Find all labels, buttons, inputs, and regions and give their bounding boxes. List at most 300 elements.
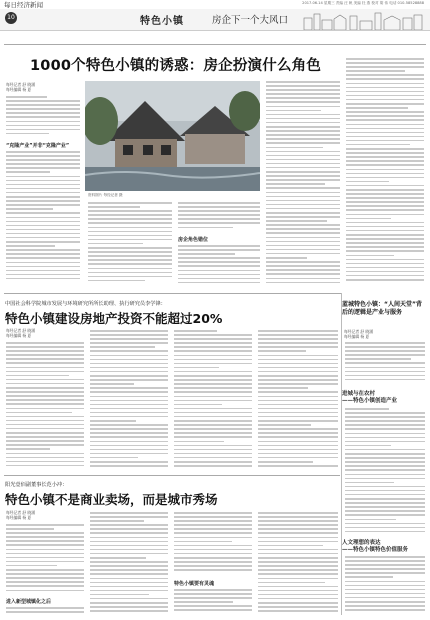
text-line: [178, 206, 260, 208]
text-line: [88, 210, 172, 212]
text-line: [258, 420, 338, 422]
text-line: [178, 274, 260, 276]
text-line: [6, 176, 80, 178]
text-line: [88, 218, 172, 220]
text-line: [266, 269, 340, 271]
text-line: [6, 453, 84, 455]
text-line: [345, 523, 425, 525]
text-line: [174, 532, 252, 534]
text-line: [346, 263, 424, 265]
text-line: [6, 108, 80, 110]
text-line: [90, 383, 134, 385]
text-line: [90, 436, 168, 438]
text-line: [346, 189, 424, 191]
text-line: [90, 598, 168, 600]
text-line: [6, 274, 80, 276]
text-line: [266, 220, 327, 222]
text-line: [6, 125, 80, 127]
text-line: [90, 541, 168, 543]
text-line: [6, 428, 84, 430]
text-line: [345, 375, 425, 377]
text-line: [258, 465, 338, 467]
text-line: [6, 116, 80, 118]
article1-col5-text: [346, 58, 424, 286]
text-line: [266, 204, 340, 206]
text-line: [174, 549, 252, 551]
text-line: [258, 610, 338, 612]
text-line: [266, 282, 340, 284]
article1-col1-text: [6, 96, 80, 138]
text-line: [6, 528, 54, 530]
text-line: [90, 379, 168, 381]
article1-col3-text: [178, 202, 260, 234]
text-line: [346, 111, 424, 113]
text-line: [90, 578, 168, 580]
text-line: [6, 233, 80, 235]
text-line: [90, 606, 168, 608]
article2-col4-text: [258, 330, 338, 470]
text-line: [258, 557, 338, 559]
text-line: [258, 359, 338, 361]
text-line: [174, 350, 252, 352]
text-line: [258, 578, 338, 580]
text-line: [266, 212, 340, 214]
text-line: [345, 556, 425, 558]
text-line: [90, 330, 168, 332]
text-line: [6, 371, 84, 373]
text-line: [6, 436, 84, 438]
text-line: [346, 181, 389, 183]
text-line: [174, 561, 252, 563]
text-line: [174, 396, 252, 398]
text-line: [266, 151, 340, 153]
text-line: [178, 210, 260, 212]
text-line: [178, 265, 260, 267]
text-line: [6, 416, 84, 418]
issue-info: 2017.06.14 星期三 责编 汪 帆 美编 杜 燕 校对 胡 伟 电话 010-58528888: [302, 1, 424, 5]
text-line: [346, 62, 424, 64]
article3-headline: 特色小镇不是商业卖场，而是城市秀场: [5, 492, 218, 507]
text-line: [258, 404, 338, 406]
sidebar-text: [345, 342, 425, 387]
text-line: [178, 257, 260, 259]
text-line: [6, 465, 84, 467]
byline-line: 每经记者 舒 晓涵: [6, 510, 35, 515]
text-line: [346, 83, 424, 85]
text-line: [6, 408, 84, 410]
text-line: [258, 586, 338, 588]
text-line: [88, 268, 172, 270]
text-line: [6, 440, 84, 442]
town-photo-icon: [85, 81, 260, 191]
text-line: [88, 263, 172, 265]
text-line: [88, 272, 172, 274]
text-line: [266, 187, 340, 189]
text-line: [345, 441, 425, 443]
text-line: [345, 589, 425, 591]
text-line: [345, 568, 425, 570]
text-line: [266, 179, 340, 181]
article3-col3-text: [174, 589, 252, 617]
sidebar-byline: [344, 329, 373, 339]
text-line: [88, 243, 143, 245]
text-line: [90, 428, 168, 430]
text-line: [90, 565, 168, 567]
text-line: [345, 585, 425, 587]
text-line: [174, 355, 252, 357]
text-line: [6, 104, 80, 106]
article3-subhead-2: 特色小镇要有灵魂: [174, 581, 215, 587]
text-line: [346, 259, 424, 261]
text-line: [174, 601, 233, 603]
text-line: [345, 453, 425, 455]
text-line: [174, 379, 252, 381]
text-line: [266, 261, 340, 263]
text-line: [174, 391, 252, 393]
text-line: [266, 126, 340, 128]
text-line: [345, 358, 411, 360]
sidebar-subhead-2: [342, 540, 427, 554]
byline-line: 每经记者 舒 晓涵: [6, 328, 35, 333]
text-line: [6, 553, 84, 555]
text-line: [346, 70, 405, 72]
text-line: [346, 103, 424, 105]
text-line: [178, 253, 235, 255]
text-line: [346, 156, 424, 158]
text-line: [6, 536, 84, 538]
article3-subhead-1: 进入新型城镇化之后: [6, 599, 52, 605]
text-line: [6, 569, 84, 571]
text-line: [174, 408, 252, 410]
text-line: [258, 606, 338, 608]
text-line: [6, 391, 84, 393]
text-line: [346, 107, 408, 109]
text-line: [266, 114, 340, 116]
text-line: [266, 106, 340, 108]
text-line: [266, 167, 340, 169]
text-line: [6, 278, 80, 280]
text-line: [258, 400, 338, 402]
text-line: [174, 441, 224, 443]
text-line: [174, 553, 252, 555]
text-line: [178, 270, 260, 272]
article1-subhead-1: “克隆产业”并非“克隆产业”: [6, 143, 70, 149]
section-title: 特色小镇: [140, 16, 184, 27]
text-line: [174, 537, 252, 539]
text-line: [258, 549, 338, 551]
text-line: [6, 249, 80, 251]
text-line: [266, 273, 340, 275]
text-line: [258, 582, 325, 584]
text-line: [6, 412, 72, 414]
text-line: [174, 342, 252, 344]
text-line: [174, 593, 252, 595]
text-line: [90, 520, 144, 522]
text-line: [258, 387, 308, 389]
text-line: [6, 444, 84, 446]
article2-headline: 特色小镇建设房地产投资不能超过20%: [5, 311, 223, 326]
text-line: [258, 416, 338, 418]
text-line: [90, 561, 168, 563]
text-line: [174, 383, 252, 385]
text-line: [346, 193, 424, 195]
text-line: [346, 78, 424, 80]
text-line: [6, 565, 57, 567]
text-line: [258, 594, 338, 596]
text-line: [6, 549, 84, 551]
text-line: [346, 128, 424, 130]
text-line: [258, 432, 338, 434]
text-line: [88, 202, 172, 204]
text-line: [266, 85, 340, 87]
article1-col3-text: [178, 245, 260, 286]
text-line: [6, 383, 84, 385]
text-line: [266, 122, 340, 124]
text-line: [345, 457, 425, 459]
text-line: [174, 569, 252, 571]
text-line: [346, 250, 424, 252]
text-line: [258, 375, 338, 377]
text-line: [346, 119, 424, 121]
text-line: [6, 196, 80, 198]
text-line: [90, 516, 168, 518]
text-line: [266, 241, 340, 243]
article3-col1-text: [6, 607, 84, 617]
section-divider: [4, 293, 342, 294]
text-line: [174, 371, 252, 373]
text-line: [174, 436, 252, 438]
text-line: [178, 227, 233, 229]
text-line: [90, 569, 168, 571]
text-line: [346, 99, 424, 101]
section-divider: [4, 475, 340, 476]
text-line: [258, 512, 338, 514]
text-line: [174, 605, 252, 607]
text-line: [174, 461, 252, 463]
text-line: [88, 227, 172, 229]
text-line: [266, 245, 340, 247]
text-line: [6, 362, 84, 364]
text-line: [346, 226, 424, 228]
text-line: [346, 205, 424, 207]
text-line: [90, 441, 168, 443]
text-line: [345, 502, 425, 504]
text-line: [346, 66, 424, 68]
text-line: [6, 257, 80, 259]
text-line: [345, 506, 425, 508]
text-line: [258, 367, 338, 369]
text-line: [266, 171, 340, 173]
skyline-illustration-icon: [300, 10, 426, 30]
text-line: [266, 192, 340, 194]
text-line: [178, 278, 260, 280]
text-line: [6, 590, 84, 592]
text-line: [266, 183, 325, 185]
text-line: [174, 449, 252, 451]
text-line: [88, 214, 172, 216]
text-line: [266, 93, 340, 95]
text-line: [174, 338, 252, 340]
text-line: [6, 540, 84, 542]
text-line: [266, 89, 340, 91]
text-line: [258, 528, 338, 530]
text-line: [266, 228, 340, 230]
text-line: [178, 222, 260, 224]
text-line: [266, 159, 340, 161]
text-line: [258, 424, 311, 426]
text-line: [266, 97, 340, 99]
text-line: [6, 129, 80, 131]
text-line: [174, 416, 252, 418]
text-line: [346, 140, 424, 142]
article2-col2-text: [90, 330, 168, 470]
text-line: [345, 572, 425, 574]
text-line: [178, 202, 260, 204]
text-line: [90, 537, 168, 539]
text-line: [345, 597, 425, 599]
text-line: [345, 437, 425, 439]
text-line: [345, 420, 425, 422]
text-line: [266, 134, 340, 136]
text-line: [258, 602, 338, 604]
text-line: [90, 457, 138, 459]
text-line: [6, 245, 55, 247]
text-line: [346, 148, 424, 150]
text-line: [345, 601, 425, 603]
text-line: [258, 561, 338, 563]
text-line: [266, 130, 340, 132]
text-line: [345, 560, 425, 562]
text-line: [345, 514, 425, 516]
text-line: [174, 432, 252, 434]
text-line: [6, 354, 84, 356]
text-line: [6, 221, 80, 223]
text-line: [346, 177, 424, 179]
text-line: [346, 74, 424, 76]
article3-col3-text: [174, 512, 252, 576]
text-line: [90, 375, 168, 377]
text-line: [174, 359, 252, 361]
text-line: [346, 246, 424, 248]
text-line: [90, 528, 168, 530]
text-line: [258, 537, 338, 539]
text-line: [90, 334, 168, 336]
text-line: [174, 597, 252, 599]
text-line: [345, 461, 425, 463]
text-line: [174, 457, 252, 459]
text-line: [90, 557, 146, 559]
text-line: [6, 241, 80, 243]
article1-subhead-2: 房企角色错位: [178, 237, 209, 243]
text-line: [90, 582, 168, 584]
text-line: [6, 432, 84, 434]
text-line: [90, 408, 168, 410]
text-line: [266, 200, 340, 202]
masthead: 每日经济新闻: [4, 1, 43, 9]
text-line: [6, 159, 80, 161]
text-line: [346, 173, 424, 175]
text-line: [174, 565, 252, 567]
text-line: [345, 445, 391, 447]
text-line: [266, 155, 340, 157]
byline-line: 每经编辑 杨 夏: [344, 334, 370, 339]
text-line: [6, 225, 80, 227]
article1-col2-text: [88, 202, 172, 286]
text-line: [346, 222, 424, 224]
text-line: [346, 152, 424, 154]
text-line: [6, 204, 80, 206]
text-line: [345, 465, 425, 467]
text-line: [6, 607, 84, 609]
text-line: [174, 334, 252, 336]
text-line: [90, 391, 168, 393]
byline-line: 每经编辑 杨 夏: [6, 333, 32, 338]
text-line: [258, 553, 338, 555]
text-line: [345, 474, 425, 476]
text-line: [174, 524, 252, 526]
text-line: [174, 330, 217, 332]
text-line: [6, 217, 80, 219]
text-line: [266, 163, 340, 165]
text-line: [174, 545, 252, 547]
text-line: [258, 342, 338, 344]
text-line: [258, 436, 338, 438]
text-line: [258, 391, 338, 393]
subhead-line: 人文理想的表达: [342, 540, 381, 546]
text-line: [90, 573, 168, 575]
text-line: [6, 171, 50, 173]
text-line: [346, 275, 424, 277]
text-line: [266, 232, 340, 234]
text-line: [346, 164, 424, 166]
text-line: [174, 367, 219, 369]
text-line: [258, 412, 338, 414]
text-line: [90, 602, 168, 604]
text-line: [90, 400, 168, 402]
subhead-line: ——特色小镇创造产业: [342, 398, 398, 404]
text-line: [345, 342, 425, 344]
text-line: [345, 469, 425, 471]
text-line: [266, 224, 340, 226]
text-line: [6, 266, 80, 268]
article3-col2-text: [90, 512, 168, 617]
text-line: [6, 557, 84, 559]
header-rule: [4, 44, 426, 45]
text-line: [346, 197, 424, 199]
text-line: [6, 112, 80, 114]
text-line: [346, 124, 424, 126]
text-line: [258, 569, 338, 571]
text-line: [6, 163, 80, 165]
text-line: [266, 142, 340, 144]
text-line: [266, 175, 340, 177]
text-line: [346, 160, 424, 162]
article2-col1-text: [6, 342, 84, 470]
text-line: [90, 404, 168, 406]
text-line: [345, 416, 425, 418]
text-line: [90, 342, 168, 344]
text-line: [346, 209, 424, 211]
text-line: [174, 589, 252, 591]
text-line: [266, 110, 321, 112]
text-line: [6, 192, 80, 194]
text-line: [90, 412, 168, 414]
text-line: [6, 420, 84, 422]
text-line: [266, 196, 340, 198]
text-line: [346, 242, 424, 244]
text-line: [90, 338, 168, 340]
text-line: [266, 118, 340, 120]
